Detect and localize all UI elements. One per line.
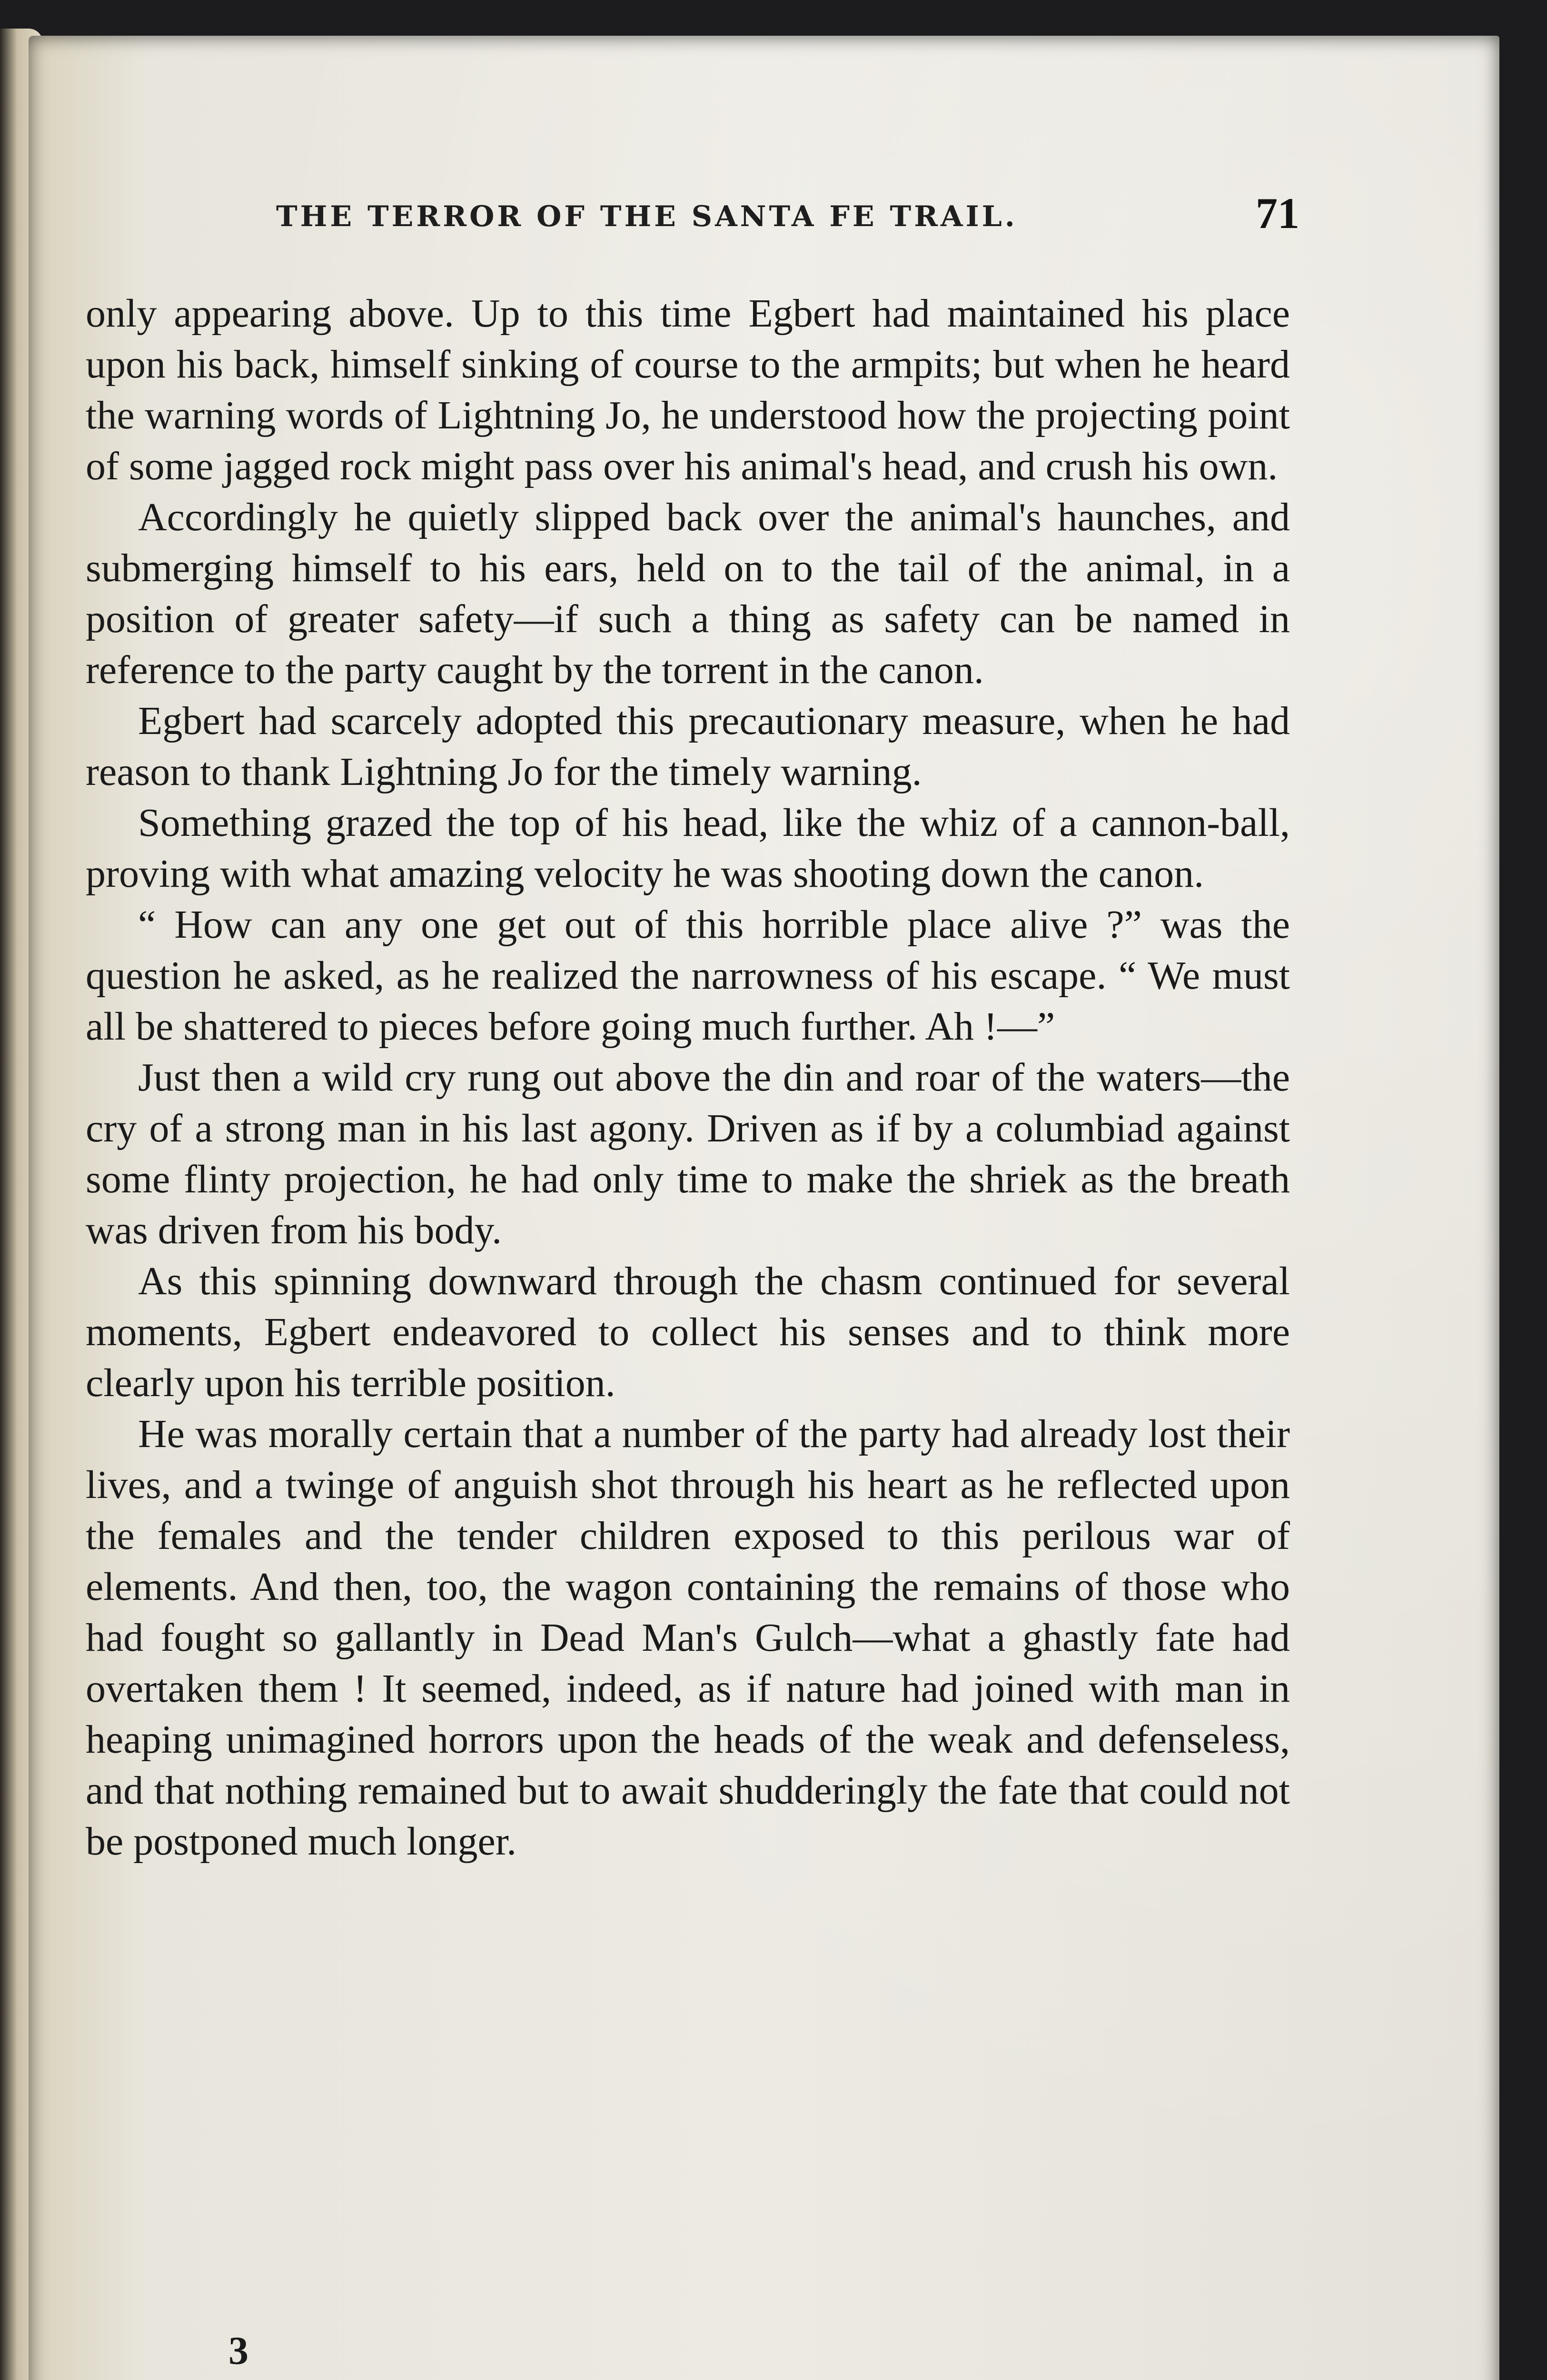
paragraph: Something grazed the top of his head, like the whiz of a cannon-ball, proving with what amazing velocity he was shooting down the canon. <box>86 801 1290 896</box>
paragraph: Egbert had scarcely adopted this precautionary measure, when he had reason to thank Lightning Jo for the timely warning. <box>86 699 1290 794</box>
paragraph: He was morally certain that a number of the party had already lost their lives, and a twinge of anguish shot through his heart as he reflected upon the females and the tender children exposed to this perilous war of elements. And then, too, the wagon containing the remains of those who had fought so gallantly in Dead Man's Gulch—what a ghastly fate had overtaken them ! It seemed, indeed, as if nature had joined with man in heaping unimagined horrors upon the heads of the weak and defenseless, and that nothing remained but to await shudderingly the fate that could not be postponed much longer. <box>86 1412 1290 1864</box>
paragraph: only appearing above. Up to this time Egbert had maintained his place upon his back, himself sinking of course to the armpits; but when he heard the warning words of Lightning Jo, he understood how the projecting point of some jagged rock might pass over his animal's head, and crush his own. <box>86 291 1290 488</box>
signature-mark: 3 <box>228 2329 248 2373</box>
paragraph: “ How can any one get out of this horrible place alive ?” was the question he asked, as he realized the narrowness of his escape. “ We must all be shattered to pieces before going much further. Ah !—” <box>86 902 1290 1049</box>
running-head: THE TERROR OF THE SANTA FE TRAIL. <box>276 200 1018 233</box>
paragraph: As this spinning downward through the chasm continued for several moments, Egbert endeavored to collect his senses and to think more clearly upon his terrible position. <box>86 1259 1290 1405</box>
paragraph: Accordingly he quietly slipped back over the animal's haunches, and submerging himself to his ears, held on to the tail of the animal, in a position of greater safety—if such a thing as safety can be named in reference to the party caught by the torrent in the canon. <box>86 495 1290 692</box>
paragraph: Just then a wild cry rung out above the din and roar of the waters—the cry of a strong man in his last agony. Driven as if by a columbiad against some flinty projection, he had only time to make the shriek as the breath was driven from his body. <box>86 1055 1290 1252</box>
page-number: 71 <box>1256 189 1299 238</box>
body-text <box>86 288 1290 2325</box>
